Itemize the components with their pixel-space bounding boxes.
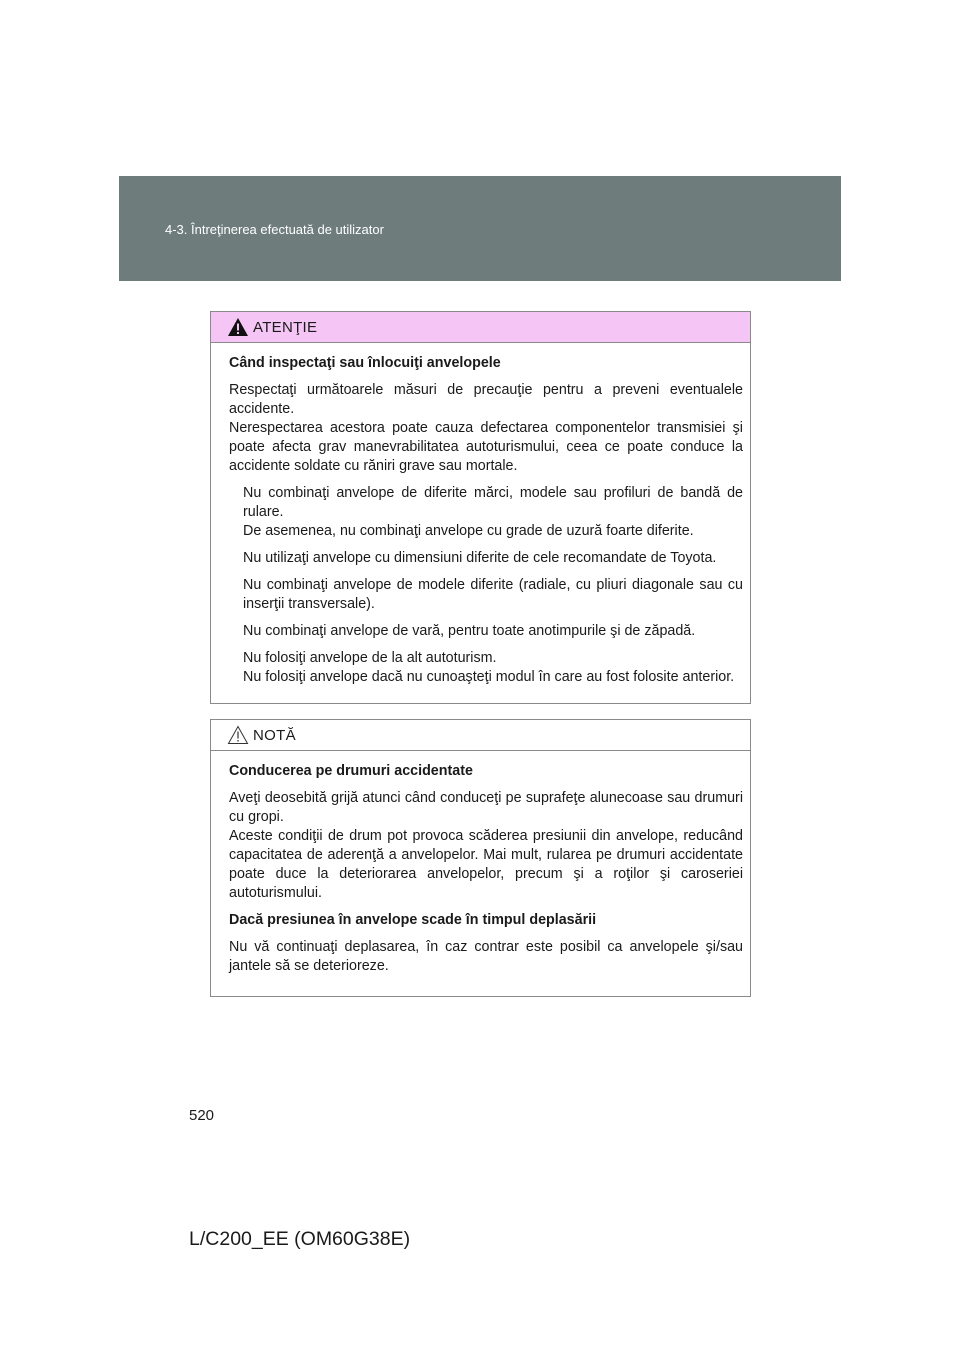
caution-outline-triangle-icon bbox=[227, 725, 249, 745]
list-item: Nu combinaţi anvelope de vară, pentru toate anotimpurile şi de zăpadă. bbox=[243, 623, 696, 639]
note-box bbox=[210, 719, 751, 997]
attention-heading: ATENŢIE bbox=[253, 318, 318, 336]
warning-triangle-icon bbox=[227, 317, 249, 337]
note-header bbox=[211, 720, 750, 751]
attention-header bbox=[211, 312, 750, 343]
attention-subheading: Când inspectaţi sau înlocuiţi anvelopele bbox=[229, 355, 501, 371]
note-heading: NOTĂ bbox=[253, 726, 296, 744]
note-paragraph: Nu vă continuaţi deplasarea, în caz contrar este posibil ca anvelopele şi/sau jantele să se deterioreze. bbox=[229, 939, 743, 974]
attention-box bbox=[210, 311, 751, 704]
list-item: Nu combinaţi anvelope de diferite mărci, modele sau profiluri de bandă de rulare. De asemenea, nu combinaţi anvelope cu grade de uzură foarte diferite. bbox=[243, 485, 743, 539]
section-header-band bbox=[119, 176, 841, 281]
note-subheading: Dacă presiunea în anvelope scade în timpul deplasării bbox=[229, 912, 597, 928]
document-code: L/C200_EE (OM60G38E) bbox=[189, 1228, 411, 1250]
attention-paragraph: Respectaţi următoarele măsuri de precauţie pentru a preveni eventualele accidente. Nerespectarea acestora poate cauza defectarea componentelor transmisiei şi poate afecta grav manevrabilitatea autoturismului, ceea ce poate conduce la accidente soldate cu răniri grave sau mortale. bbox=[229, 382, 743, 474]
list-item: Nu folosiţi anvelope de la alt autoturism. Nu folosiţi anvelope dacă nu cunoaşteţi modul în care au fost folosite anterior. bbox=[243, 650, 735, 685]
note-subheading: Conducerea pe drumuri accidentate bbox=[229, 763, 473, 779]
list-item: Nu combinaţi anvelope de modele diferite (radiale, cu pliuri diagonale sau cu inserţii transversale). bbox=[243, 577, 743, 612]
page-number: 520 bbox=[189, 1107, 215, 1124]
list-item: Nu utilizaţi anvelope cu dimensiuni diferite de cele recomandate de Toyota. bbox=[243, 550, 717, 566]
note-paragraph: Aveţi deosebită grijă atunci când conduceţi pe suprafeţe alunecoase sau drumuri cu gropi. Aceste condiţii de drum pot provoca scăderea presiunii din anvelope, reducând capacitatea de aderenţă a anvelopelor. Mai mult, rularea pe drumuri accidentate poate duce la deteriorarea anvelopelor, precum şi a roţilor şi caroseriei autoturismului. bbox=[229, 790, 743, 901]
section-title: 4-3. Întreţinerea efectuată de utilizator bbox=[165, 222, 384, 237]
precaution-list bbox=[229, 484, 743, 687]
